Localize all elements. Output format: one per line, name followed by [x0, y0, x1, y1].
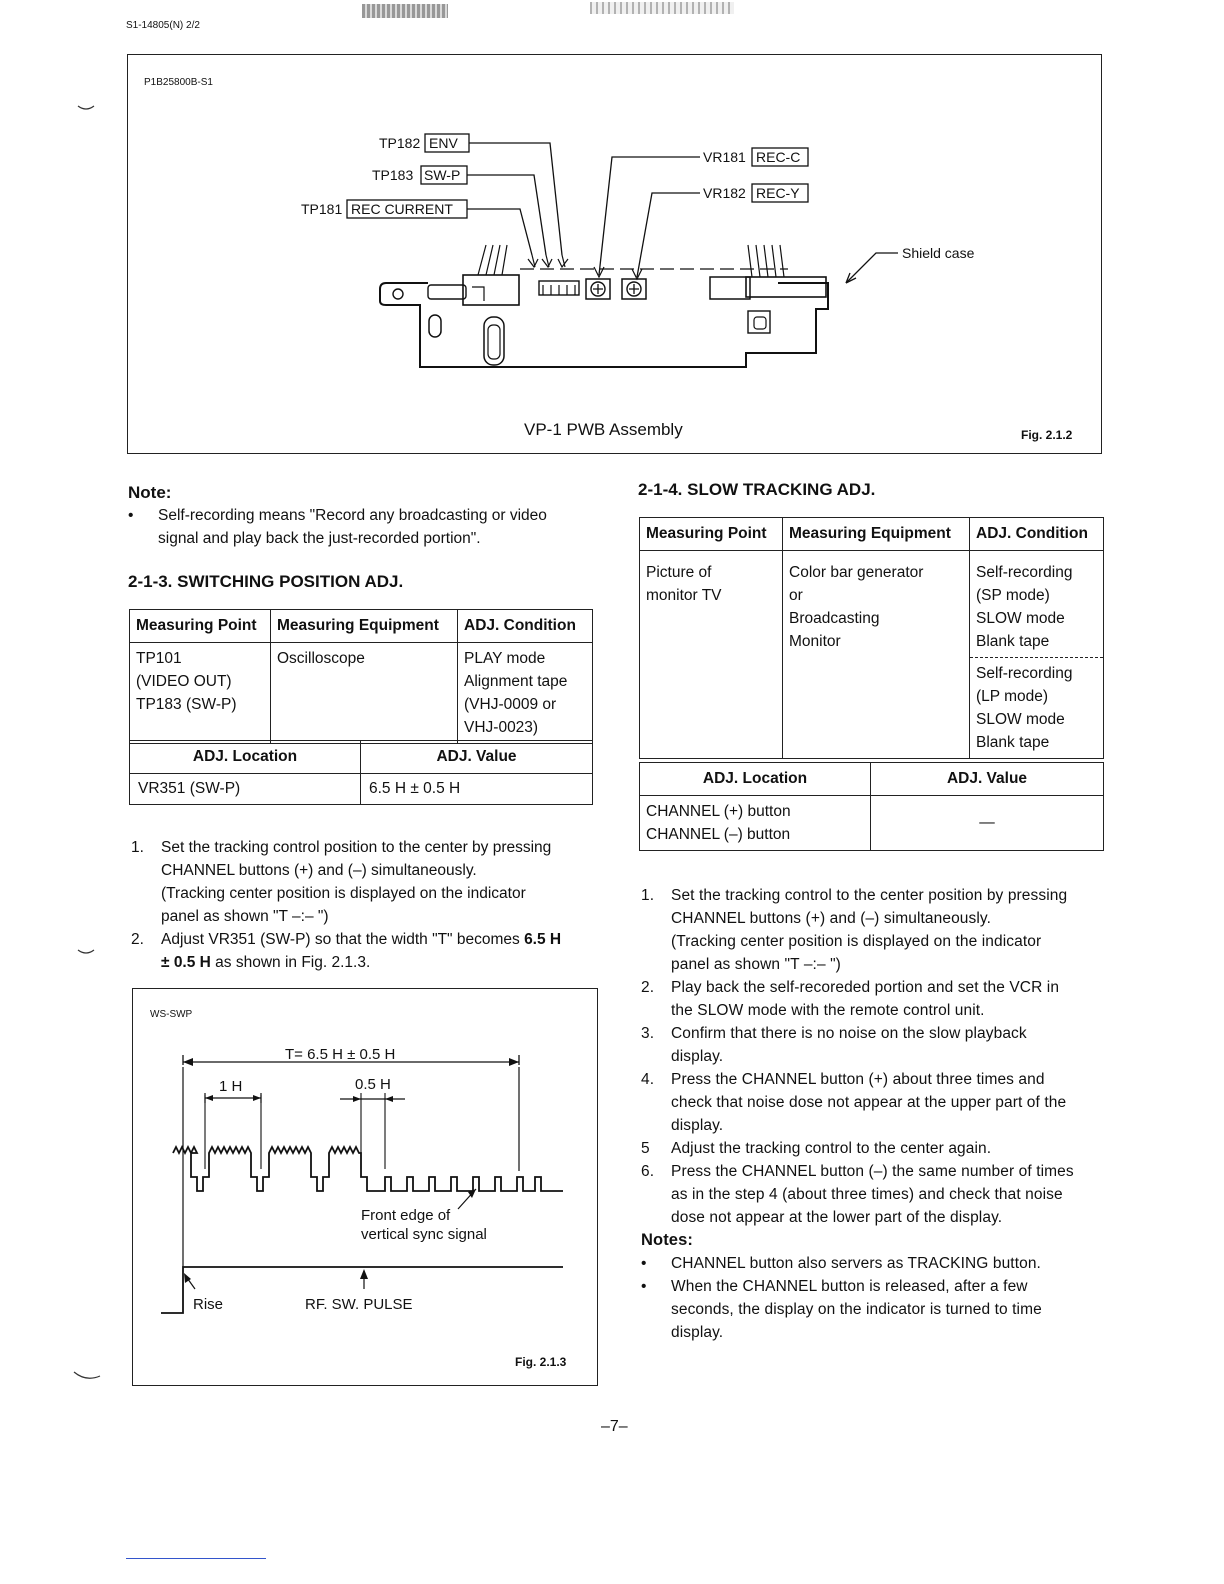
measuring-equipment-cell: Oscilloscope — [271, 643, 458, 744]
list-item: 6. Press the CHANNEL button (–) the same number of times as in the step 4 (about three times) and check that noise dose not appear at the lower part of the display. — [641, 1163, 1074, 1226]
rf-sw-pulse-label: RF. SW. PULSE — [305, 1296, 413, 1313]
notes-title: Notes: — [641, 1231, 693, 1249]
rise-label: Rise — [193, 1296, 224, 1313]
table-header: ADJ. Condition — [970, 518, 1104, 551]
vertical-sync-label: vertical sync signal — [361, 1226, 487, 1243]
tp182-label: TP182 — [379, 135, 421, 151]
t-width-label: T= 6.5 H ± 0.5 H — [285, 1046, 396, 1063]
table-header: ADJ. Location — [640, 763, 871, 796]
waveform-diagram — [133, 989, 599, 1387]
shield-case-label: Shield case — [902, 245, 975, 261]
list-item: • CHANNEL button also servers as TRACKING button. — [641, 1255, 1041, 1272]
adj-value-cell: — — [871, 796, 1104, 851]
scan-noise-mark — [590, 2, 734, 14]
slow-tracking-steps — [641, 884, 1107, 1344]
switching-position-location-table — [129, 740, 593, 805]
list-item: 2. Play back the self-recoreded portion and set the VCR in the SLOW mode with the remote control unit. — [641, 979, 1060, 1019]
adj-value-cell: 6.5 H ± 0.5 H — [361, 774, 593, 805]
note-line: Self-recording means "Record any broadcasting or video — [158, 507, 547, 524]
1h-label: 1 H — [219, 1078, 243, 1095]
figure-code: WS-SWP — [150, 1009, 193, 1020]
figure-caption: VP-1 PWB Assembly — [524, 420, 683, 439]
list-item: 5 Adjust the tracking control to the center again. — [641, 1140, 992, 1157]
note-line: signal and play back the just-recorded portion". — [158, 530, 481, 547]
page-number: –7– — [601, 1418, 628, 1435]
section-title-switching-position: 2-1-3. SWITCHING POSITION ADJ. — [128, 572, 404, 591]
figure-number: Fig. 2.1.2 — [1021, 428, 1073, 442]
section-title-slow-tracking: 2-1-4. SLOW TRACKING ADJ. — [638, 480, 876, 499]
table-header: Measuring Point — [640, 518, 783, 551]
switching-steps — [131, 836, 597, 974]
table-header: Measuring Point — [130, 610, 271, 643]
measuring-point-cell: Picture of monitor TV — [640, 551, 783, 759]
vr182-box: REC-Y — [756, 185, 800, 201]
note-body — [128, 504, 598, 550]
tp183-label: TP183 — [372, 167, 414, 183]
adj-location-cell: CHANNEL (+) button CHANNEL (–) button — [640, 796, 871, 851]
list-item: • When the CHANNEL button is released, after a few seconds, the display on the indicator is turned to time display. — [641, 1278, 1042, 1341]
measuring-point-cell: TP101 (VIDEO OUT) TP183 (SW-P) — [130, 643, 271, 744]
tp182-box: ENV — [429, 135, 458, 151]
margin-mark — [76, 940, 96, 960]
figure-number: Fig. 2.1.3 — [515, 1355, 567, 1369]
0-5h-label: 0.5 H — [355, 1076, 391, 1093]
document-id: S1-14805(N) 2/2 — [126, 20, 200, 31]
table-header: ADJ. Condition — [458, 610, 593, 643]
table-header: Measuring Equipment — [783, 518, 970, 551]
table-header: ADJ. Location — [130, 741, 361, 774]
front-edge-label: Front edge of — [361, 1207, 451, 1224]
vr181-label: VR181 — [703, 149, 746, 165]
tp183-box: SW-P — [424, 167, 461, 183]
switching-position-table — [129, 609, 593, 744]
adj-condition-cell: Self-recording (SP mode) SLOW mode Blank tape Self-recording (LP mode) SLOW mode Blank tape — [970, 551, 1104, 759]
bullet: • — [128, 507, 134, 524]
list-item: 1. Set the tracking control to the center position by pressing CHANNEL buttons (+) and (–) simultaneously. (Tracking center position is displayed on the indicator panel as shown "T –:– ") — [641, 887, 1068, 973]
figure-2-1-2 — [127, 54, 1102, 454]
pwb-assembly-diagram — [128, 55, 1103, 455]
figure-2-1-3 — [132, 988, 598, 1386]
table-header: ADJ. Value — [871, 763, 1104, 796]
vr182-label: VR182 — [703, 185, 746, 201]
adj-location-cell: VR351 (SW-P) — [130, 774, 361, 805]
note-title: Note: — [128, 483, 172, 502]
list-item: 2. Adjust VR351 (SW-P) so that the width "T" becomes 6.5 H ± 0.5 H as shown in Fig. 2.1.3. — [131, 931, 562, 971]
vr181-box: REC-C — [756, 149, 801, 165]
list-item: 1. Set the tracking control position to the center by pressing CHANNEL buttons (+) and (–) simultaneously. (Tracking center position is displayed on the indicator panel as shown "T –:– ") — [131, 839, 552, 925]
figure-code: P1B25800B-S1 — [144, 77, 213, 88]
adj-condition-cell: PLAY mode Alignment tape (VHJ-0009 or VHJ-0023) — [458, 643, 593, 744]
footer-rule — [126, 1558, 266, 1559]
table-header: ADJ. Value — [361, 741, 593, 774]
measuring-equipment-cell: Color bar generator or Broadcasting Monitor — [783, 551, 970, 759]
margin-mark — [72, 1366, 102, 1386]
scan-noise-mark — [362, 4, 448, 18]
margin-mark — [76, 96, 96, 116]
list-item: 4. Press the CHANNEL button (+) about three times and check that noise dose not appear at the upper part of the display. — [641, 1071, 1067, 1134]
tp181-label: TP181 — [301, 201, 343, 217]
slow-tracking-table — [639, 517, 1104, 759]
slow-tracking-location-table — [639, 762, 1104, 851]
tp181-box: REC CURRENT — [351, 201, 453, 217]
list-item: 3. Confirm that there is no noise on the slow playback display. — [641, 1025, 1027, 1065]
table-header: Measuring Equipment — [271, 610, 458, 643]
